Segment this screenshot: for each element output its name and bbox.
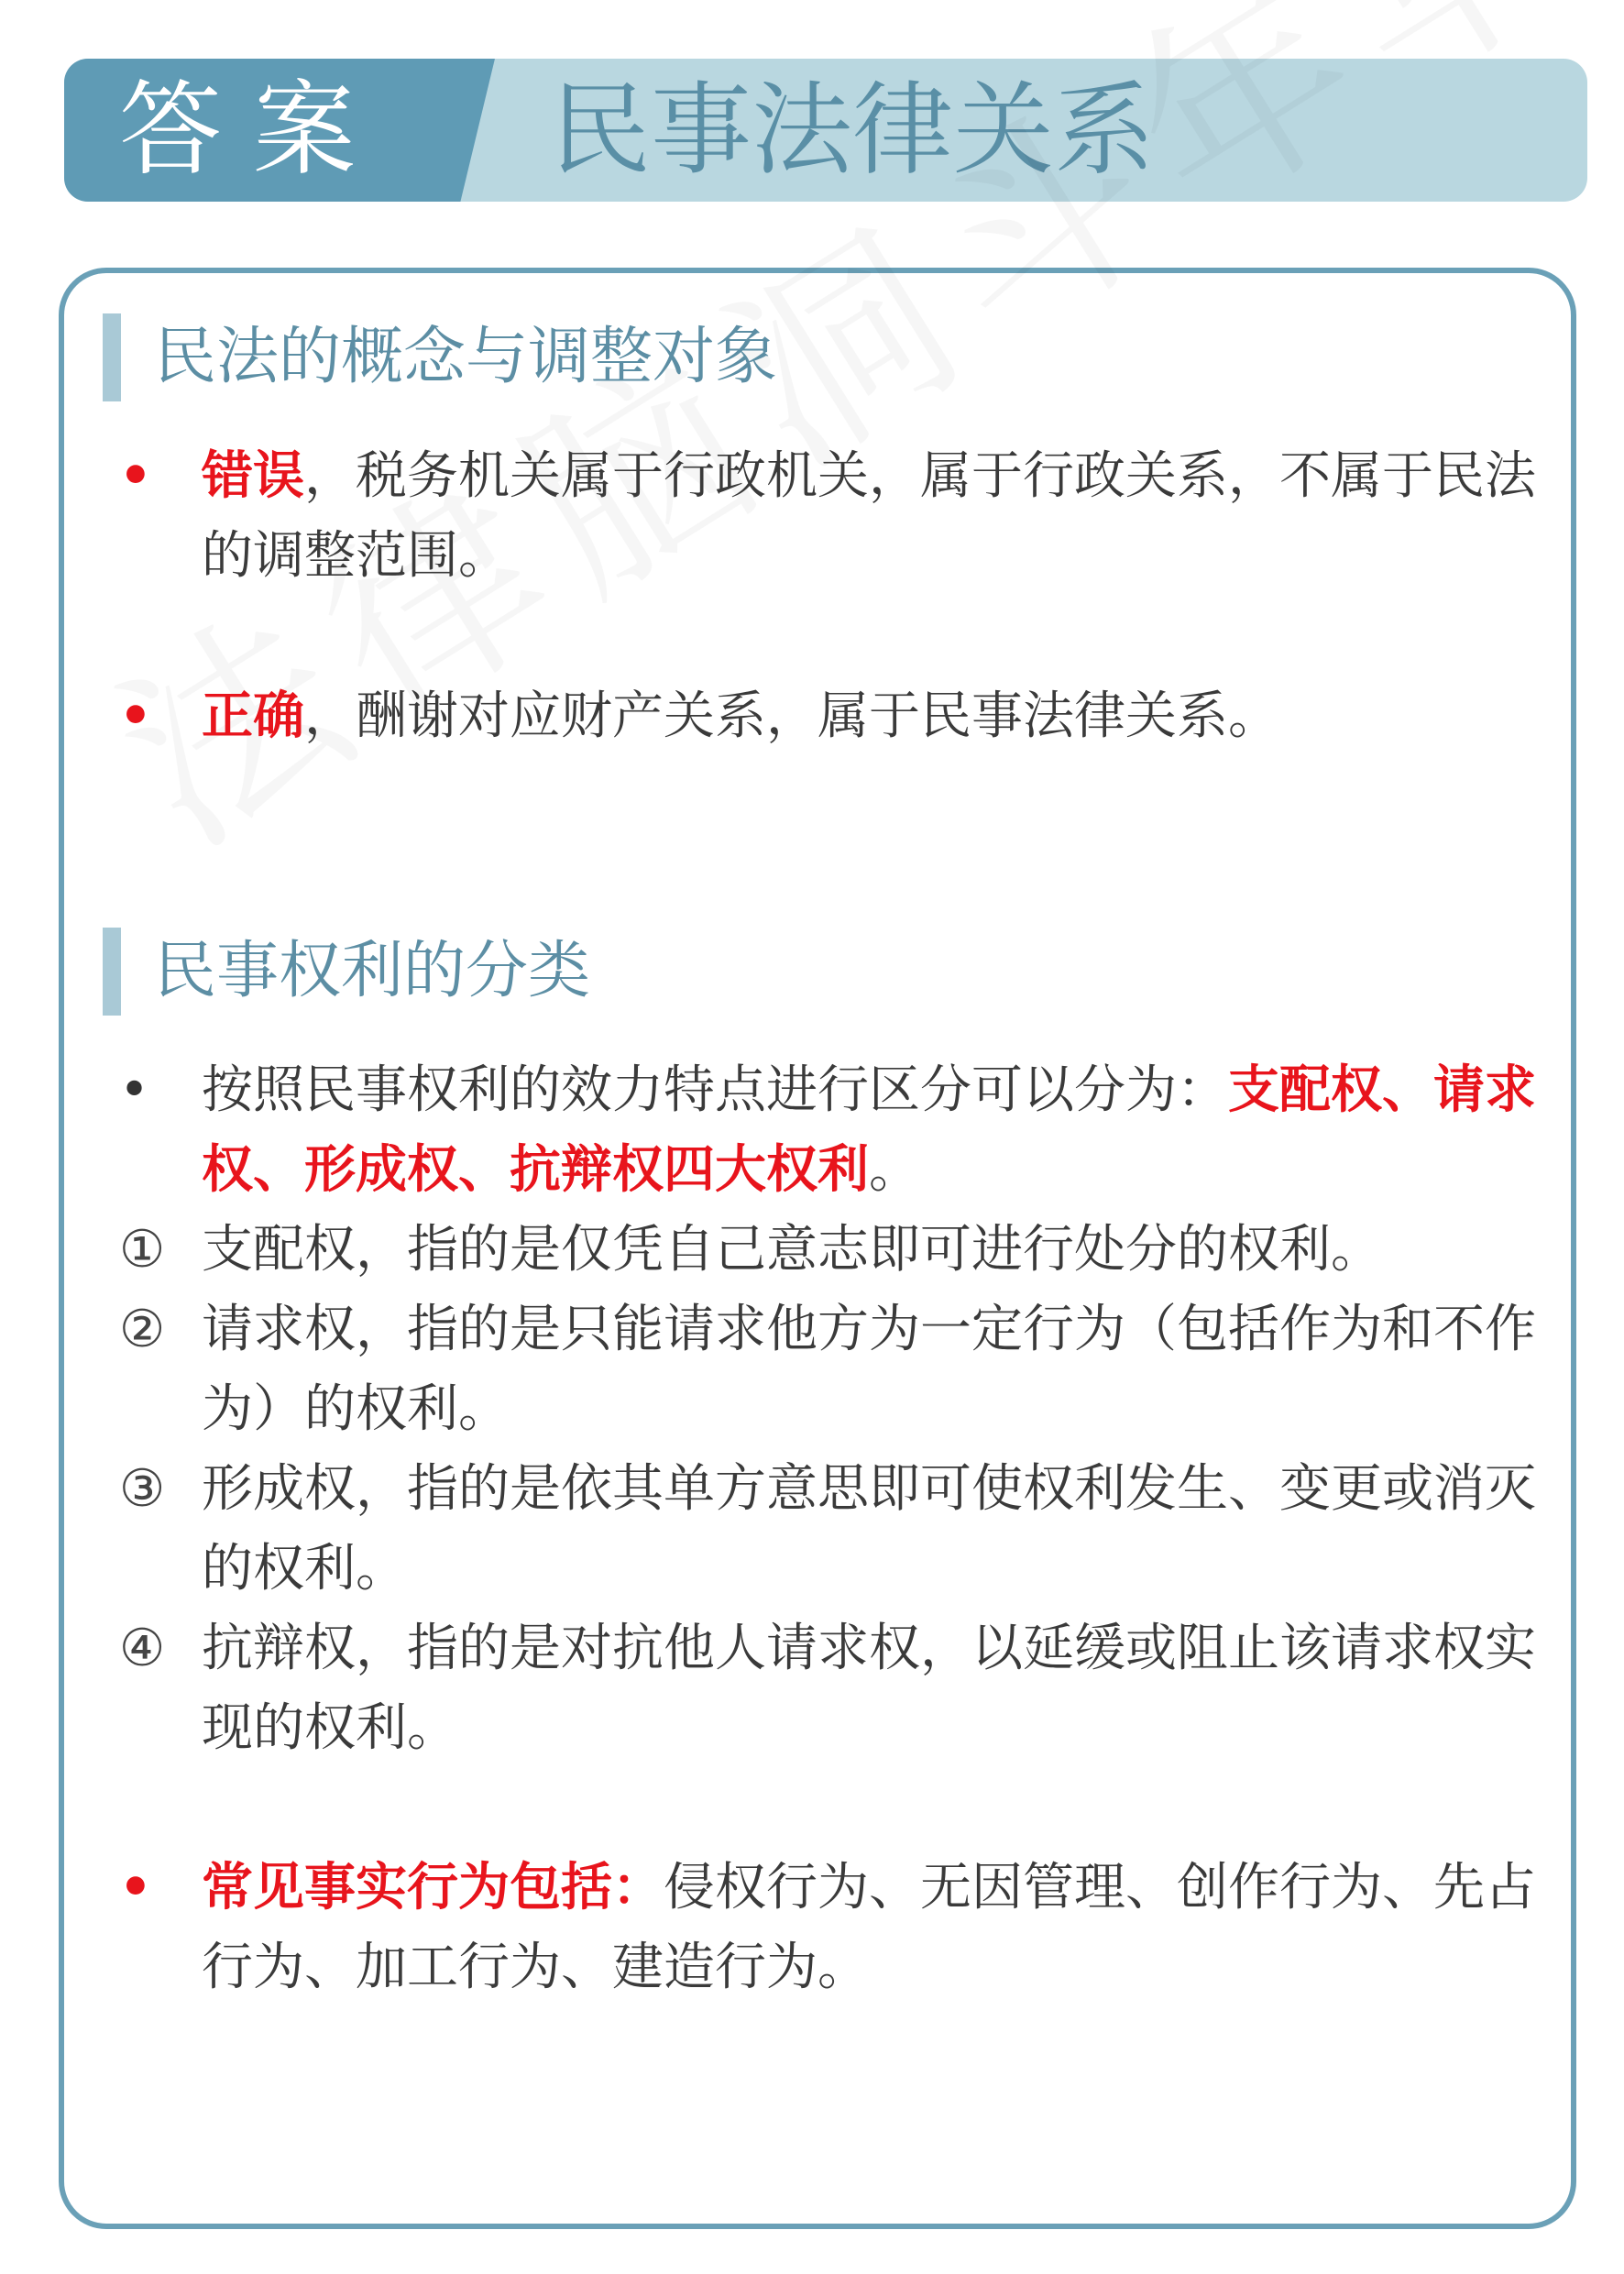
list-item	[119, 676, 1540, 756]
bullet-icon: •	[119, 687, 152, 746]
item-text: 抗辩权，指的是对抗他人请求权，以延缓或阻止该请求权实现的权利。	[202, 1619, 1536, 1758]
number-marker: ②	[119, 1300, 166, 1359]
section-title-civil-law: 民法的概念与调整对象	[103, 312, 777, 403]
numbered-item	[119, 1210, 1540, 1290]
highlight-text: 支配权、请求权、形成权、抗辩权四大权利	[202, 1060, 1536, 1200]
number-marker: ③	[119, 1459, 166, 1519]
bullet-icon: •	[119, 446, 152, 506]
bullet-icon: •	[119, 1858, 152, 1917]
numbered-item	[119, 1449, 1540, 1609]
bullet-icon: •	[119, 1060, 150, 1120]
answer-label: 正确	[202, 687, 304, 746]
numbered-item	[119, 1609, 1540, 1768]
list-item	[119, 1848, 1540, 2007]
numbered-item	[119, 1290, 1540, 1449]
item-end: 。	[869, 1140, 920, 1200]
item-text: ，税务机关属于行政机关，属于行政关系，不属于民法的调整范围。	[202, 446, 1536, 586]
item-text: 支配权，指的是仅凭自己意志即可进行处分的权利。	[202, 1220, 1382, 1280]
facts-label: 常见事实行为包括：	[202, 1858, 664, 1917]
page-title: 民事法律关系	[550, 71, 1155, 189]
header-tab-label: 答案	[119, 71, 387, 190]
number-marker: ④	[119, 1619, 166, 1678]
item-text: 形成权，指的是依其单方意思即可使权利发生、变更或消灭的权利。	[202, 1459, 1536, 1598]
item-text: 请求权，指的是只能请求他方为一定行为（包括作为和不作为）的权利。	[202, 1300, 1536, 1439]
number-marker: ①	[119, 1220, 166, 1280]
item-text: ，酬谢对应财产关系，属于民事法律关系。	[304, 687, 1279, 746]
list-item	[119, 436, 1540, 596]
item-text: 按照民事权利的效力特点进行区分可以分为：	[202, 1060, 1228, 1120]
list-item	[119, 1050, 1540, 1210]
section-title-rights: 民事权利的分类	[103, 926, 590, 1017]
item-text: 侵权行为、无因管理、创作行为、先占行为、加工行为、建造行为。	[202, 1858, 1536, 1997]
answer-label: 错误	[202, 446, 304, 506]
